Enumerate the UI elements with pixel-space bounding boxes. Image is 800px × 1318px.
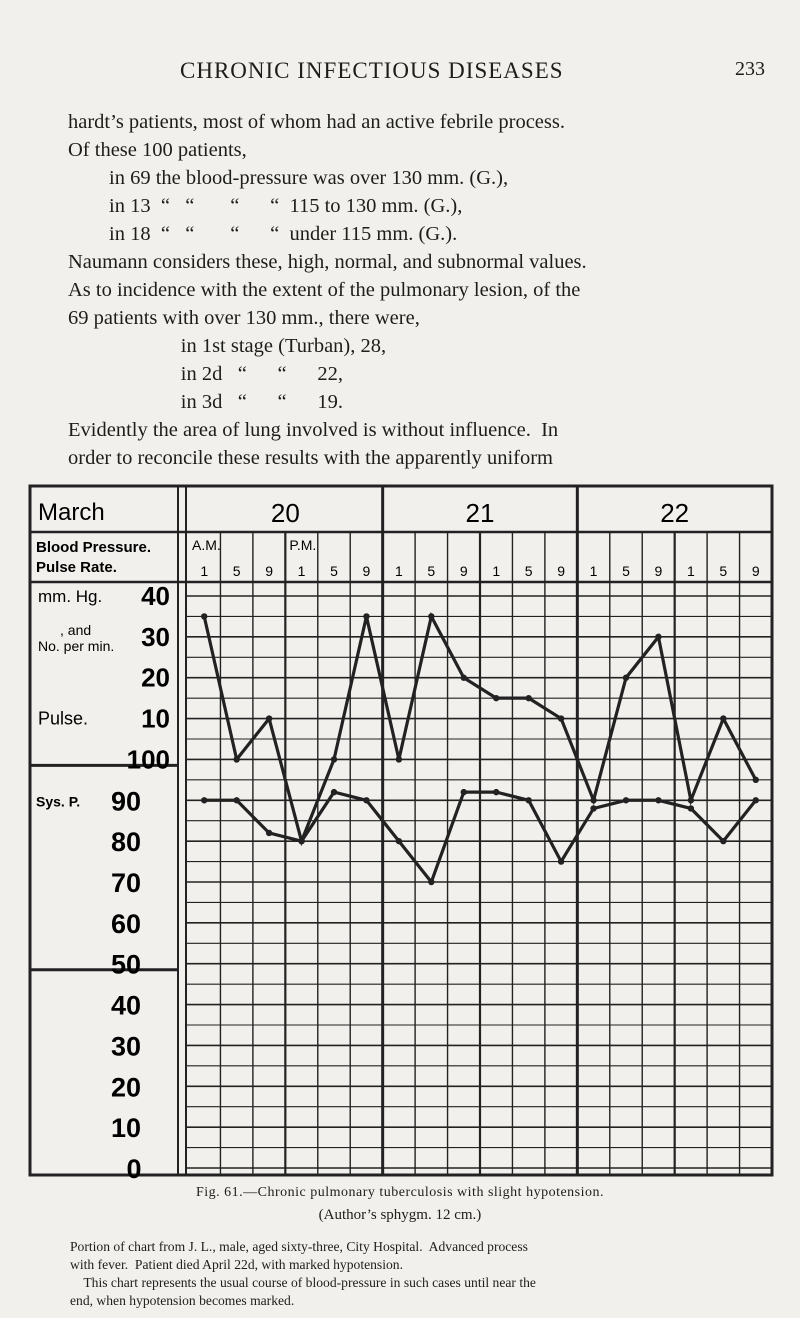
scale-label: 30 bbox=[110, 1031, 142, 1062]
top-scale-label: 20 bbox=[141, 662, 170, 693]
pressure-point bbox=[753, 797, 759, 803]
note-line: This chart represents the usual course of blood-pressure in such cases until near the bbox=[70, 1275, 536, 1290]
scale-label: 10 bbox=[110, 1113, 142, 1144]
pressure-point bbox=[298, 838, 304, 844]
note-line: with fever. Patient died April 22d, with marked hypotension. bbox=[70, 1257, 403, 1272]
units-mm: mm. Hg. bbox=[38, 587, 103, 606]
note-line: end, when hypotension becomes marked. bbox=[70, 1293, 295, 1308]
hour-label: 5 bbox=[330, 563, 338, 579]
body-line: 69 patients with over 130 mm., there were, bbox=[68, 307, 420, 329]
day-label: 20 bbox=[270, 498, 300, 528]
top-scale-label: 10 bbox=[141, 703, 170, 734]
month-label: March bbox=[38, 499, 105, 526]
hour-label: 1 bbox=[492, 563, 501, 579]
pulse-point bbox=[493, 695, 499, 701]
pulse-point bbox=[201, 613, 207, 619]
pressure-point bbox=[461, 789, 467, 795]
pressure-point bbox=[266, 830, 272, 836]
figure-title: Fig. 61.—Chronic pulmonary tuberculosis with slight hypotension. bbox=[195, 1185, 605, 1200]
scale-label: 90 bbox=[110, 786, 142, 817]
scale-label: 60 bbox=[110, 908, 142, 939]
pressure-point bbox=[396, 838, 402, 844]
am-label: A.M. bbox=[192, 537, 221, 553]
pulse-point bbox=[266, 715, 272, 721]
pulse-point bbox=[233, 756, 239, 762]
top-scale-label: 100 bbox=[126, 744, 170, 775]
body-line: in 18 “ “ “ “ under 115 mm. (G.). bbox=[68, 223, 458, 245]
top-scale-label: 30 bbox=[141, 621, 170, 652]
hour-label: 5 bbox=[622, 563, 630, 579]
pulse-point bbox=[655, 634, 661, 640]
figure-subtitle: (Author’s sphygm. 12 cm.) bbox=[318, 1207, 482, 1223]
hour-label: 1 bbox=[686, 563, 695, 579]
scale-label: 80 bbox=[110, 827, 142, 858]
pressure-point bbox=[720, 838, 726, 844]
body-line: Naumann considers these, high, normal, and subnormal values. bbox=[68, 251, 587, 273]
hour-label: 9 bbox=[459, 563, 468, 579]
figure-caption bbox=[0, 1185, 800, 1224]
hour-label: 1 bbox=[589, 563, 598, 579]
body-line: Of these 100 patients, bbox=[68, 139, 247, 161]
running-title: CHRONIC INFECTIOUS DISEASES bbox=[180, 58, 564, 83]
pressure-point bbox=[623, 797, 629, 803]
pm-label: P.M. bbox=[289, 537, 317, 553]
units-and: , and bbox=[60, 621, 92, 638]
pressure-point bbox=[558, 858, 564, 864]
day-label: 22 bbox=[660, 498, 690, 528]
body-line: hardt’s patients, most of whom had an active febrile process. bbox=[68, 111, 565, 133]
hour-label: 9 bbox=[265, 563, 274, 579]
pressure-point bbox=[233, 797, 239, 803]
pulse-point bbox=[428, 613, 434, 619]
scale-label: 70 bbox=[110, 868, 142, 898]
figure-notes bbox=[70, 1238, 765, 1310]
body-line: order to reconcile these results with the apparently uniform bbox=[68, 447, 554, 469]
pressure-point bbox=[493, 789, 499, 795]
pulse-point bbox=[688, 797, 694, 803]
pulse-point bbox=[461, 675, 467, 681]
hour-label: 9 bbox=[362, 563, 371, 579]
pressure-point bbox=[201, 797, 207, 803]
hour-label: 1 bbox=[297, 563, 306, 579]
row-header-bp: Blood Pressure. bbox=[36, 539, 152, 556]
hour-label: 1 bbox=[394, 563, 403, 579]
pressure-point bbox=[363, 797, 369, 803]
body-line: in 2d “ “ 22, bbox=[68, 363, 344, 385]
pulse-point bbox=[363, 613, 369, 619]
pulse-point bbox=[558, 715, 564, 721]
pulse-point bbox=[753, 777, 759, 783]
pressure-point bbox=[655, 797, 661, 803]
note-line: Portion of chart from J. L., male, aged sixty-three, City Hospital. Advanced process bbox=[70, 1239, 528, 1254]
top-scale-label: 40 bbox=[141, 581, 170, 611]
pulse-point bbox=[525, 695, 531, 701]
hour-label: 9 bbox=[654, 563, 663, 579]
scale-label: 0 bbox=[126, 1154, 142, 1184]
pulse-point bbox=[720, 715, 726, 721]
pulse-point bbox=[396, 756, 402, 762]
scale-label: 40 bbox=[110, 990, 142, 1021]
units-per-min: No. per min. bbox=[38, 637, 115, 654]
hour-label: 1 bbox=[200, 563, 209, 579]
pulse-label: Pulse. bbox=[38, 708, 89, 729]
row-header-pulse: Pulse Rate. bbox=[36, 559, 117, 576]
pulse-point bbox=[590, 797, 596, 803]
body-line: Evidently the area of lung involved is without influence. In bbox=[68, 419, 559, 441]
pressure-point bbox=[688, 805, 694, 811]
body-line: in 69 the blood-pressure was over 130 mm. (G.), bbox=[68, 167, 509, 189]
pressure-point bbox=[525, 797, 531, 803]
sys-label: Sys. P. bbox=[36, 793, 81, 810]
hour-label: 9 bbox=[751, 563, 760, 579]
day-label: 21 bbox=[465, 498, 495, 528]
body-line: in 1st stage (Turban), 28, bbox=[68, 335, 387, 357]
pulse-point bbox=[623, 675, 629, 681]
pressure-point bbox=[590, 805, 596, 811]
pressure-point bbox=[428, 879, 434, 885]
hour-label: 5 bbox=[232, 563, 241, 579]
scale-label: 20 bbox=[110, 1072, 142, 1103]
pressure-point bbox=[331, 789, 337, 795]
pulse-point bbox=[331, 756, 337, 762]
hour-label: 5 bbox=[719, 563, 728, 579]
hour-label: 9 bbox=[557, 563, 566, 579]
body-line: in 3d “ “ 19. bbox=[68, 391, 344, 413]
scale-label: 50 bbox=[110, 949, 142, 980]
body-line: As to incidence with the extent of the pulmonary lesion, of the bbox=[68, 279, 581, 301]
hour-label: 5 bbox=[427, 563, 436, 579]
hour-label: 5 bbox=[524, 563, 533, 579]
page-number: 233 bbox=[735, 58, 765, 80]
body-line: in 13 “ “ “ “ 115 to 130 mm. (G.), bbox=[68, 195, 463, 217]
